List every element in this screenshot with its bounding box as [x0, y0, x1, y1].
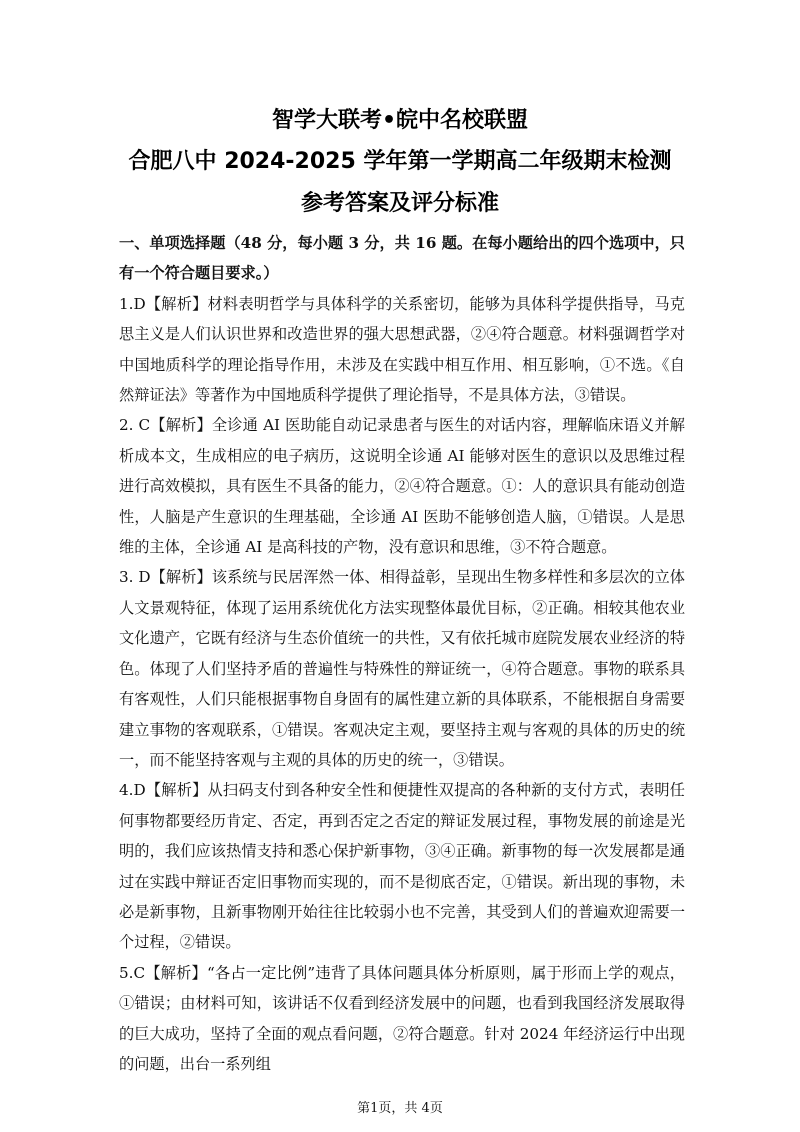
answer-key-title: 参考答案及评分标准	[300, 191, 499, 216]
page-number: 第1页，共 4页	[357, 1101, 443, 1116]
document-body	[119, 228, 685, 1079]
section-heading: 一、单项选择题（48 分，每小题 3 分，共 16 题。在每小题给出的四个选项中，只有一个符合题目要求。）	[119, 234, 685, 283]
alliance-title: 智学大联考•皖中名校联盟	[271, 108, 529, 133]
answer-item-2	[119, 410, 685, 562]
answer-text: 1.D【解析】材料表明哲学与具体科学的关系密切，能够为具体科学提供指导，马克思主义是人们认识世界和改造世界的强大思想武器，②④符合题意。材料强调哲学对中国地质科学的理论指导作用，未涉及在实践中相互作用、相互影响，①不选。《自然辩证法》等著作为中国地质科学提供了理论指导，不是具体方法，③错误。	[119, 294, 685, 405]
answer-text: 2. C【解析】全诊通 AI 医助能自动记录患者与医生的对话内容，理解临床语义并解析成本文，生成相应的电子病历，这说明全诊通 AI 能够对医生的意识以及思维过程进行高效模拟，具有医生不具备的能力，②④符合题意。①：人的意识具有能动创造性，人脑是产生意识的生理基础，全诊通 AI 医助不能够创造人脑，①错误。人是思维的主体，全诊通 AI 是高科技的产物，没有意识和思维，③不符合题意。	[119, 416, 685, 557]
answer-item-5	[119, 958, 685, 1080]
answer-text: 4.D【解析】从扫码支付到各种安全性和便捷性双提高的各种新的支付方式，表明任何事物都要经历肯定、否定，再到否定之否定的辩证发展过程，事物发展的前途是光明的，我们应该热情支持和悉心保护新事物，③④正确。新事物的每一次发展都是通过在实践中辩证否定旧事物而实现的，而不是彻底否定，①错误。新出现的事物，未必是新事物，且新事物刚开始往往比较弱小也不完善，其受到人们的普遍欢迎需要一个过程，②错误。	[119, 781, 685, 952]
answer-text: 5.C【解析】“各占一定比例”违背了具体问题具体分析原则，属于形而上学的观点，①错误；由材料可知，该讲话不仅看到经济发展中的问题，也看到我国经济发展取得的巨大成功，坚持了全面的观点看问题，②符合题意。针对 2024 年经济运行中出现的问题，出台一系列组	[119, 963, 685, 1073]
answer-item-1	[119, 289, 685, 411]
exam-title: 合肥八中 2024-2025 学年第一学期高二年级期末检测	[128, 149, 672, 174]
answer-text: 3. D【解析】该系统与民居浑然一体、相得益彰，呈现出生物多样性和多层次的立体人文景观特征，体现了运用系统优化方法实现整体最优目标，②正确。相较其他农业文化遗产，它既有经济与生态价值统一的共性，又有依托城市庭院发展农业经济的特色。体现了人们坚持矛盾的普遍性与特殊性的辩证统一，④符合题意。事物的联系具有客观性，人们只能根据事物自身固有的属性建立新的具体联系，不能根据自身需要建立事物的客观联系，①错误。客观决定主观，要坚持主观与客观的具体的历史的统一，而不能坚持客观与主观的具体的历史的统一，③错误。	[119, 568, 685, 769]
answer-item-3	[119, 562, 685, 775]
answer-item-4	[119, 775, 685, 957]
